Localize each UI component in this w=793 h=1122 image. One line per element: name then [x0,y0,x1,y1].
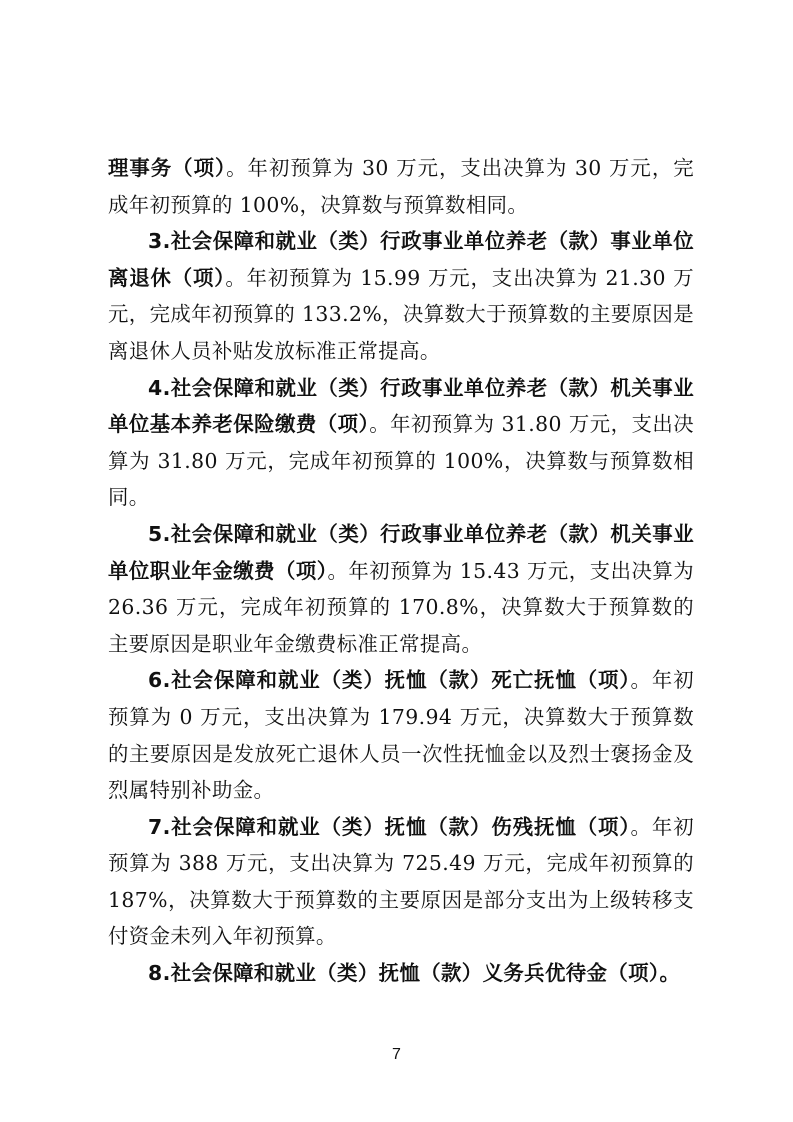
paragraph-3-retirees [108,223,694,369]
paragraph-4-pension-insurance [108,370,694,516]
paragraph-4-text: 。年初预算为 31.80 万元，支出决算为 31.80 万元，完成年初预算的 100%，决算数与预算数相同。 [108,412,695,510]
paragraph-6-heading: 6.社会保障和就业（类）抚恤（款）死亡抚恤（项） [148,668,631,693]
paragraph-7-heading: 7.社会保障和就业（类）抚恤（款）伤残抚恤（项） [148,814,631,839]
paragraph-1-heading: 理事务（项） [108,156,227,180]
paragraph-7-disability-compensation [108,809,694,955]
paragraph-4-heading: 4.社会保障和就业（类）行政事业单位养老（款）机关事业单位基本养老保险缴费（项） [108,375,694,437]
paragraph-8-heading: 8.社会保障和就业（类）抚恤（款）义务兵优待金（项） [148,961,660,986]
paragraph-8-conscript-benefits [108,955,694,992]
paragraph-5-heading: 5.社会保障和就业（类）行政事业单位养老（款）机关事业单位职业年金缴费（项） [108,521,694,583]
paragraph-1-continuation [108,150,694,223]
paragraph-7-text: 。年初预算为 388 万元，支出决算为 725.49 万元，完成年初预算的 187%，决算数大于预算数的主要原因是部分支出为上级转移支付资金未列入年初预算。 [108,814,694,949]
paragraph-6-death-compensation [108,662,694,808]
paragraph-6-text: 。年初预算为 0 万元，支出决算为 179.94 万元，决算数大于预算数的主要原因是发放死亡退休人员一次性抚恤金以及烈士褒扬金及烈属特别补助金。 [108,668,694,803]
page-number: 7 [392,1046,401,1063]
paragraph-5-text: 。年初预算为 15.43 万元，支出决算为 26.36 万元，完成年初预算的 170.8%，决算数大于预算数的主要原因是职业年金缴费标准正常提高。 [108,558,694,656]
paragraph-3-text: 。年初预算为 15.99 万元，支出决算为 21.30 万元，完成年初预算的 133.2%，决算数大于预算数的主要原因是离退休人员补贴发放标准正常提高。 [108,265,695,363]
document-body [108,150,694,992]
paragraph-3-heading: 3.社会保障和就业（类）行政事业单位养老（款）事业单位离退休（项） [108,229,694,290]
paragraph-1-text: 。年初预算为 30 万元，支出决算为 30 万元，完成年初预算的 100%，决算数与预算数相同。 [108,156,695,217]
paragraph-5-occupational-annuity [108,516,694,662]
paragraph-8-text: 。 [659,961,681,986]
